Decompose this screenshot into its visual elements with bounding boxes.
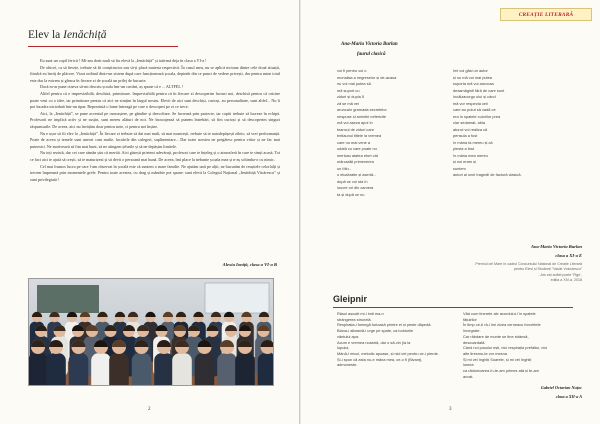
article-title: Elev la Ienăchiță (28, 29, 107, 41)
poem-line: autori ai unei tragedii de factură clasică. (453, 172, 522, 177)
poem-line: ca rădumoarea în-te-am primes atâ și te-am (463, 368, 539, 374)
poem-line: mărcarăți primeverea (337, 159, 374, 164)
article-signature: Alexia Ioniță, clasa a VI-a B (222, 262, 277, 267)
section-banner: CREAȚIE LITERARĂ (500, 8, 592, 21)
paragraph: Aici, la „Ienăchiță”, se pune accentul pe cunoaștere, pe gândire și dezvoltare. Se lucrează prin proiecte, iar copiii trebuie să lucreze în echipă. Profesorii ne implică activ și ne susțin, sunt mereu alături de noi. Ne încurajează să punem întrebări, să fim curioși și să descoperim singuri răspunsurile. De aceea, aici nu învățăm doar pentru note, ci pentru noi înșine. (30, 110, 280, 129)
poem-line: odată cu care poate nu (337, 146, 377, 151)
poem2-signature-class: clasa a XII-a A (555, 394, 582, 399)
poem2-signature-name: Gabriel Octavian Nuțoc (540, 385, 582, 390)
poem2-column-left (337, 311, 455, 368)
poem-line: mă voi așeza apoi în (337, 120, 373, 125)
paragraph: De obicei, ca să învețe, trebuie să fii conștiincios sau să-ți placă materia respectivă. În cazul meu, nu se aplică niciuna dintre cele două situații, fiindcă eu învăț de plăcere. Vizat ordinul dintr-un sistem după care funcționează școala, depinde din ce punct de vedere privești, dar pentru mine totul este dus la extrem și gleaca în fiecare zi de școală un prilej de bucurie. (30, 64, 280, 83)
poem-line: lupului, (337, 345, 350, 351)
poem1-signature-class: clasa a XI-a E (555, 253, 582, 258)
poem-line: deasmăginti fără de care sunt (453, 87, 505, 93)
poem-line: Car răbdare de munte se tine strânsă, (463, 333, 529, 339)
page-number: 2 (148, 407, 151, 412)
paragraph: Cel mai frumos lucru pe care l-am observat în școală este că suntem o mare familie. Ne ajutăm unii pe alții, ne bucurăm de reușitele celorlalți și trecem împreună prin momentele grele. Pentru toate acestea, cu drag și mândrie pot spune: sunt elevă la Colegiul Național „Ienăchiță Văcărescu” și sunt privilegiată ! (30, 163, 280, 182)
poem1-column-left (337, 68, 455, 198)
paragraph: Nu e ușor să fii elev la „Ienăchiță”. În fiecare zi trebuie să dai mai mult, să mai muncești, trebuie să te autodepășești zilnic, să vrei performanță. Poate de aceea și temele sunt uneori cam multe, lucrările din culegeri, suplimentare... Dar toate acestea ne pregătesc pentru viitor și ne fac mai puternici. Ne motivează să fim mai buni, să ne atingem țelurile și să ne depășim limitele. (30, 130, 280, 149)
poem-line: Văd cum tinerete ale acordului-l în spatele (463, 311, 536, 316)
award-note: Premiul cel Mare în cadrul Concursului Național de Creație Literară pentru Elevi și Studenți "Vasile Voiculescu" - Ars est auflet poete 'Pige', ediția a XIV-a, 2018 (475, 262, 582, 283)
poem-author: Ana-Maria Victoria Burlan (341, 42, 398, 47)
poem-line: suntem (453, 165, 466, 171)
poem2-title-rule (333, 307, 573, 308)
poem-line: teancul de ziduri care (337, 126, 374, 132)
poem-subtitle: faurul clasică (357, 52, 386, 57)
title-underline (28, 46, 178, 47)
poem-line: mericau atatea efort cât (337, 152, 378, 158)
poem-line: îmi voi găsi un autor (453, 68, 488, 73)
poem-line: suporta mă voi aruncaa (453, 81, 494, 86)
poem-line: în mâna mea mereu (453, 152, 488, 158)
poem-line: fățuirilor (463, 316, 477, 322)
poem-line: Acum e vremea noastră, dar o să-vin (ia ia (337, 339, 411, 345)
paragraph: Eu sunt un copil fericit ! Mi-am dorit mult să fiu elevă la „Ienăchiță” și iată-mă deja în clasa a VI-a ! (40, 58, 207, 63)
poem-line: acvat. (463, 373, 474, 379)
article-body (30, 58, 280, 183)
class-photo (28, 278, 274, 386)
poem-line: era în spatele culorilor prea (453, 113, 501, 119)
poem-line: înnegrate. (463, 328, 481, 334)
poem-line: monalisa a negreselor și de-acasa (337, 74, 397, 80)
poem-line: piesta a fost (453, 146, 474, 151)
poem-line: În timp ce-ți ră-i îmi zicea cerneacu forcrirtele (463, 322, 541, 328)
poem-line: descoardată. (463, 339, 486, 345)
poem-line: nespuse și amintiri nefericite (337, 113, 387, 119)
poem-line: Și mi vei înghiți Soarele, și mi vei înghiți (463, 356, 532, 362)
poem1-signature-name: Ana-Maria Victoria Burlan (530, 244, 582, 249)
poem-line: și nu mă voi mai putea (453, 74, 492, 80)
paragraph: Altfel pentru că e imprevizibilă, deschisă, primitoare. Imprevizibilă pentru că în fiecare zi descoperim lucruri noi, deschisă pentru că oricine poate veni cu o idee, iar primitoare pentru că aici ne simțim în largul nostru. Elevii de aici sunt deschiși, curioși, au personalitate, sunt altfel... Nu îi pot încadra niciodată într-un tipar. Reprezintă o lume întreagă pe care o descoperi pe zi ce trece. (30, 90, 280, 110)
poem-line: alte tiresmu-te vor mesna (463, 350, 507, 356)
poem-line: admoneste. (337, 362, 358, 368)
poem-line: louvre ori din camera (337, 185, 374, 190)
poem-line: Blana-i albastră-i urge pe spate, ca boldurile (337, 328, 414, 334)
poem-line: care nu mai vene a (337, 139, 371, 145)
poem-line: atunci voi realiza că (453, 126, 488, 132)
poem-line: văntului apa. (337, 333, 360, 339)
poem-line: treilaunui tiltele la vremea (337, 133, 382, 138)
poem-line: lumea (463, 362, 474, 368)
poem-line: Mână-l micul, melodic apoase, și nici cel pentru ce-i pierde. (337, 350, 439, 356)
page-number: 3 (449, 407, 452, 412)
poem-line: aruncaîn gramada secretelor (337, 107, 387, 112)
poem-line: Respirația-i fumegă furioasă printre ei și peste dăpedă. (337, 322, 432, 328)
poem2-column-right (463, 311, 581, 379)
poem-line: în mâna ta mereu și că (453, 139, 493, 145)
poem-line: după ce voi sta în (337, 178, 368, 184)
poem-line: Râsul ascuțit mi-l imit ma-n (337, 311, 384, 316)
poem2-title: Gleipnir (333, 294, 368, 304)
poem-line: clar sedamat- abia (453, 120, 486, 125)
paragraph: Nu toți rezistă, dar cei care rămân știu că merită. Aici găsești prieteni adevărați, profesori care te înțeleg și o atmosferă în care te simți acasă. Tot ce faci aici te ajută să crești, să te maturizezi și să devii o persoană mai bună. De aceea, îmi place la nebunie școala mea și n-aș schimba-o cu nimic. (30, 150, 280, 162)
poem-line: ta și după ce nu (337, 191, 365, 197)
poem-line: o eluabratie și asertă... (337, 172, 377, 177)
paragraph: Dacă m-ar pune cineva să-mi descriu școala într-un cuvânt, aș spune că e ... ALTFEL ! (40, 84, 184, 90)
poem-line: care au putut să vadă ce (453, 107, 496, 112)
right-page (301, 0, 600, 424)
poem1-column-right (453, 68, 571, 179)
poem-line: un tîtlu - (337, 165, 352, 171)
poem-line: strângerea strunelă. (337, 316, 372, 322)
poem-line: și noi eram și (453, 159, 476, 164)
poem-line: voi fi pentru voi o (337, 68, 367, 73)
poem-line: mă vor respecta ceii (453, 100, 488, 106)
poem-line: mă suport cu (337, 87, 360, 93)
poem-line: Și-i spun că asta nu-e mâna mea, ce-o fi (Bivanț), (337, 356, 423, 362)
poem-line: Când noi posului ești, nici respirația prefaltui, nici (463, 345, 548, 351)
poem-line: încălzacorgo ului și când (453, 94, 496, 99)
poem-line: ziduri și dupla 5 (337, 94, 365, 99)
poem-line: nu voi mai putea să (337, 81, 371, 86)
poem-line: ză se mă vei (337, 100, 359, 106)
poem-line: pensula a fost (453, 133, 478, 138)
